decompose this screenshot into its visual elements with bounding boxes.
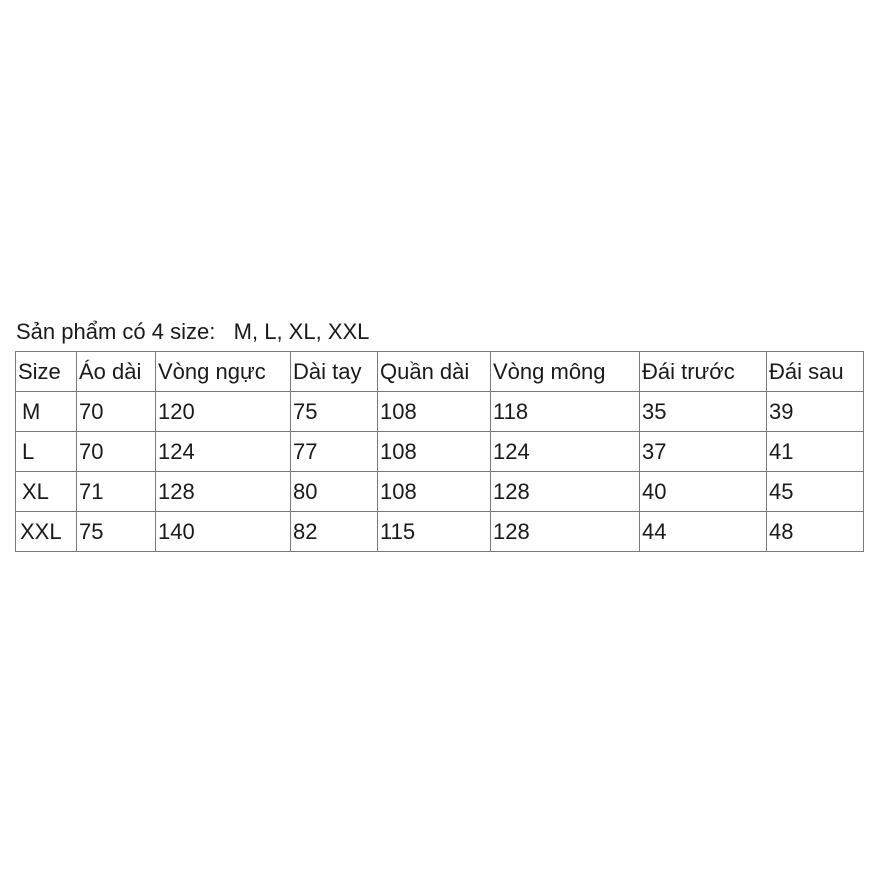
table-cell: 75 xyxy=(77,512,156,552)
table-cell: 108 xyxy=(378,472,491,512)
table-cell: 124 xyxy=(491,432,640,472)
table-row xyxy=(16,512,864,552)
header-cell-ao-dai: Áo dài xyxy=(77,352,156,392)
table-cell: M xyxy=(16,392,77,432)
table-cell: L xyxy=(16,432,77,472)
table-cell: 128 xyxy=(491,472,640,512)
table-cell: 140 xyxy=(156,512,291,552)
table-cell: XL xyxy=(16,472,77,512)
table-cell: 39 xyxy=(767,392,864,432)
table-cell: 118 xyxy=(491,392,640,432)
table-header-row xyxy=(16,352,864,392)
header-cell-vong-mong: Vòng mông xyxy=(491,352,640,392)
table-cell: 128 xyxy=(491,512,640,552)
header-cell-quan-dai: Quần dài xyxy=(378,352,491,392)
table-cell: 108 xyxy=(378,392,491,432)
size-chart-table xyxy=(15,351,864,552)
header-cell-dai-truoc: Đái trước xyxy=(640,352,767,392)
table-row xyxy=(16,472,864,512)
table-cell: 45 xyxy=(767,472,864,512)
table-cell: 75 xyxy=(291,392,378,432)
table-row xyxy=(16,432,864,472)
table-cell: 77 xyxy=(291,432,378,472)
table-cell: 120 xyxy=(156,392,291,432)
table-cell: 124 xyxy=(156,432,291,472)
size-caption: Sản phẩm có 4 size: M, L, XL, XXL xyxy=(16,319,370,344)
header-cell-size: Size xyxy=(16,352,77,392)
table-cell: 70 xyxy=(77,392,156,432)
table-cell: 48 xyxy=(767,512,864,552)
table-cell: 128 xyxy=(156,472,291,512)
header-cell-dai-sau: Đái sau xyxy=(767,352,864,392)
table-cell: 70 xyxy=(77,432,156,472)
header-cell-dai-tay: Dài tay xyxy=(291,352,378,392)
table-cell: 115 xyxy=(378,512,491,552)
table-cell: 71 xyxy=(77,472,156,512)
table-cell: 80 xyxy=(291,472,378,512)
table-cell: 108 xyxy=(378,432,491,472)
table-cell: 40 xyxy=(640,472,767,512)
table-cell: 37 xyxy=(640,432,767,472)
table-row xyxy=(16,392,864,432)
table-cell: 35 xyxy=(640,392,767,432)
table-cell: XXL xyxy=(16,512,77,552)
table-cell: 44 xyxy=(640,512,767,552)
table-cell: 82 xyxy=(291,512,378,552)
table-cell: 41 xyxy=(767,432,864,472)
header-cell-vong-nguc: Vòng ngực xyxy=(156,352,291,392)
